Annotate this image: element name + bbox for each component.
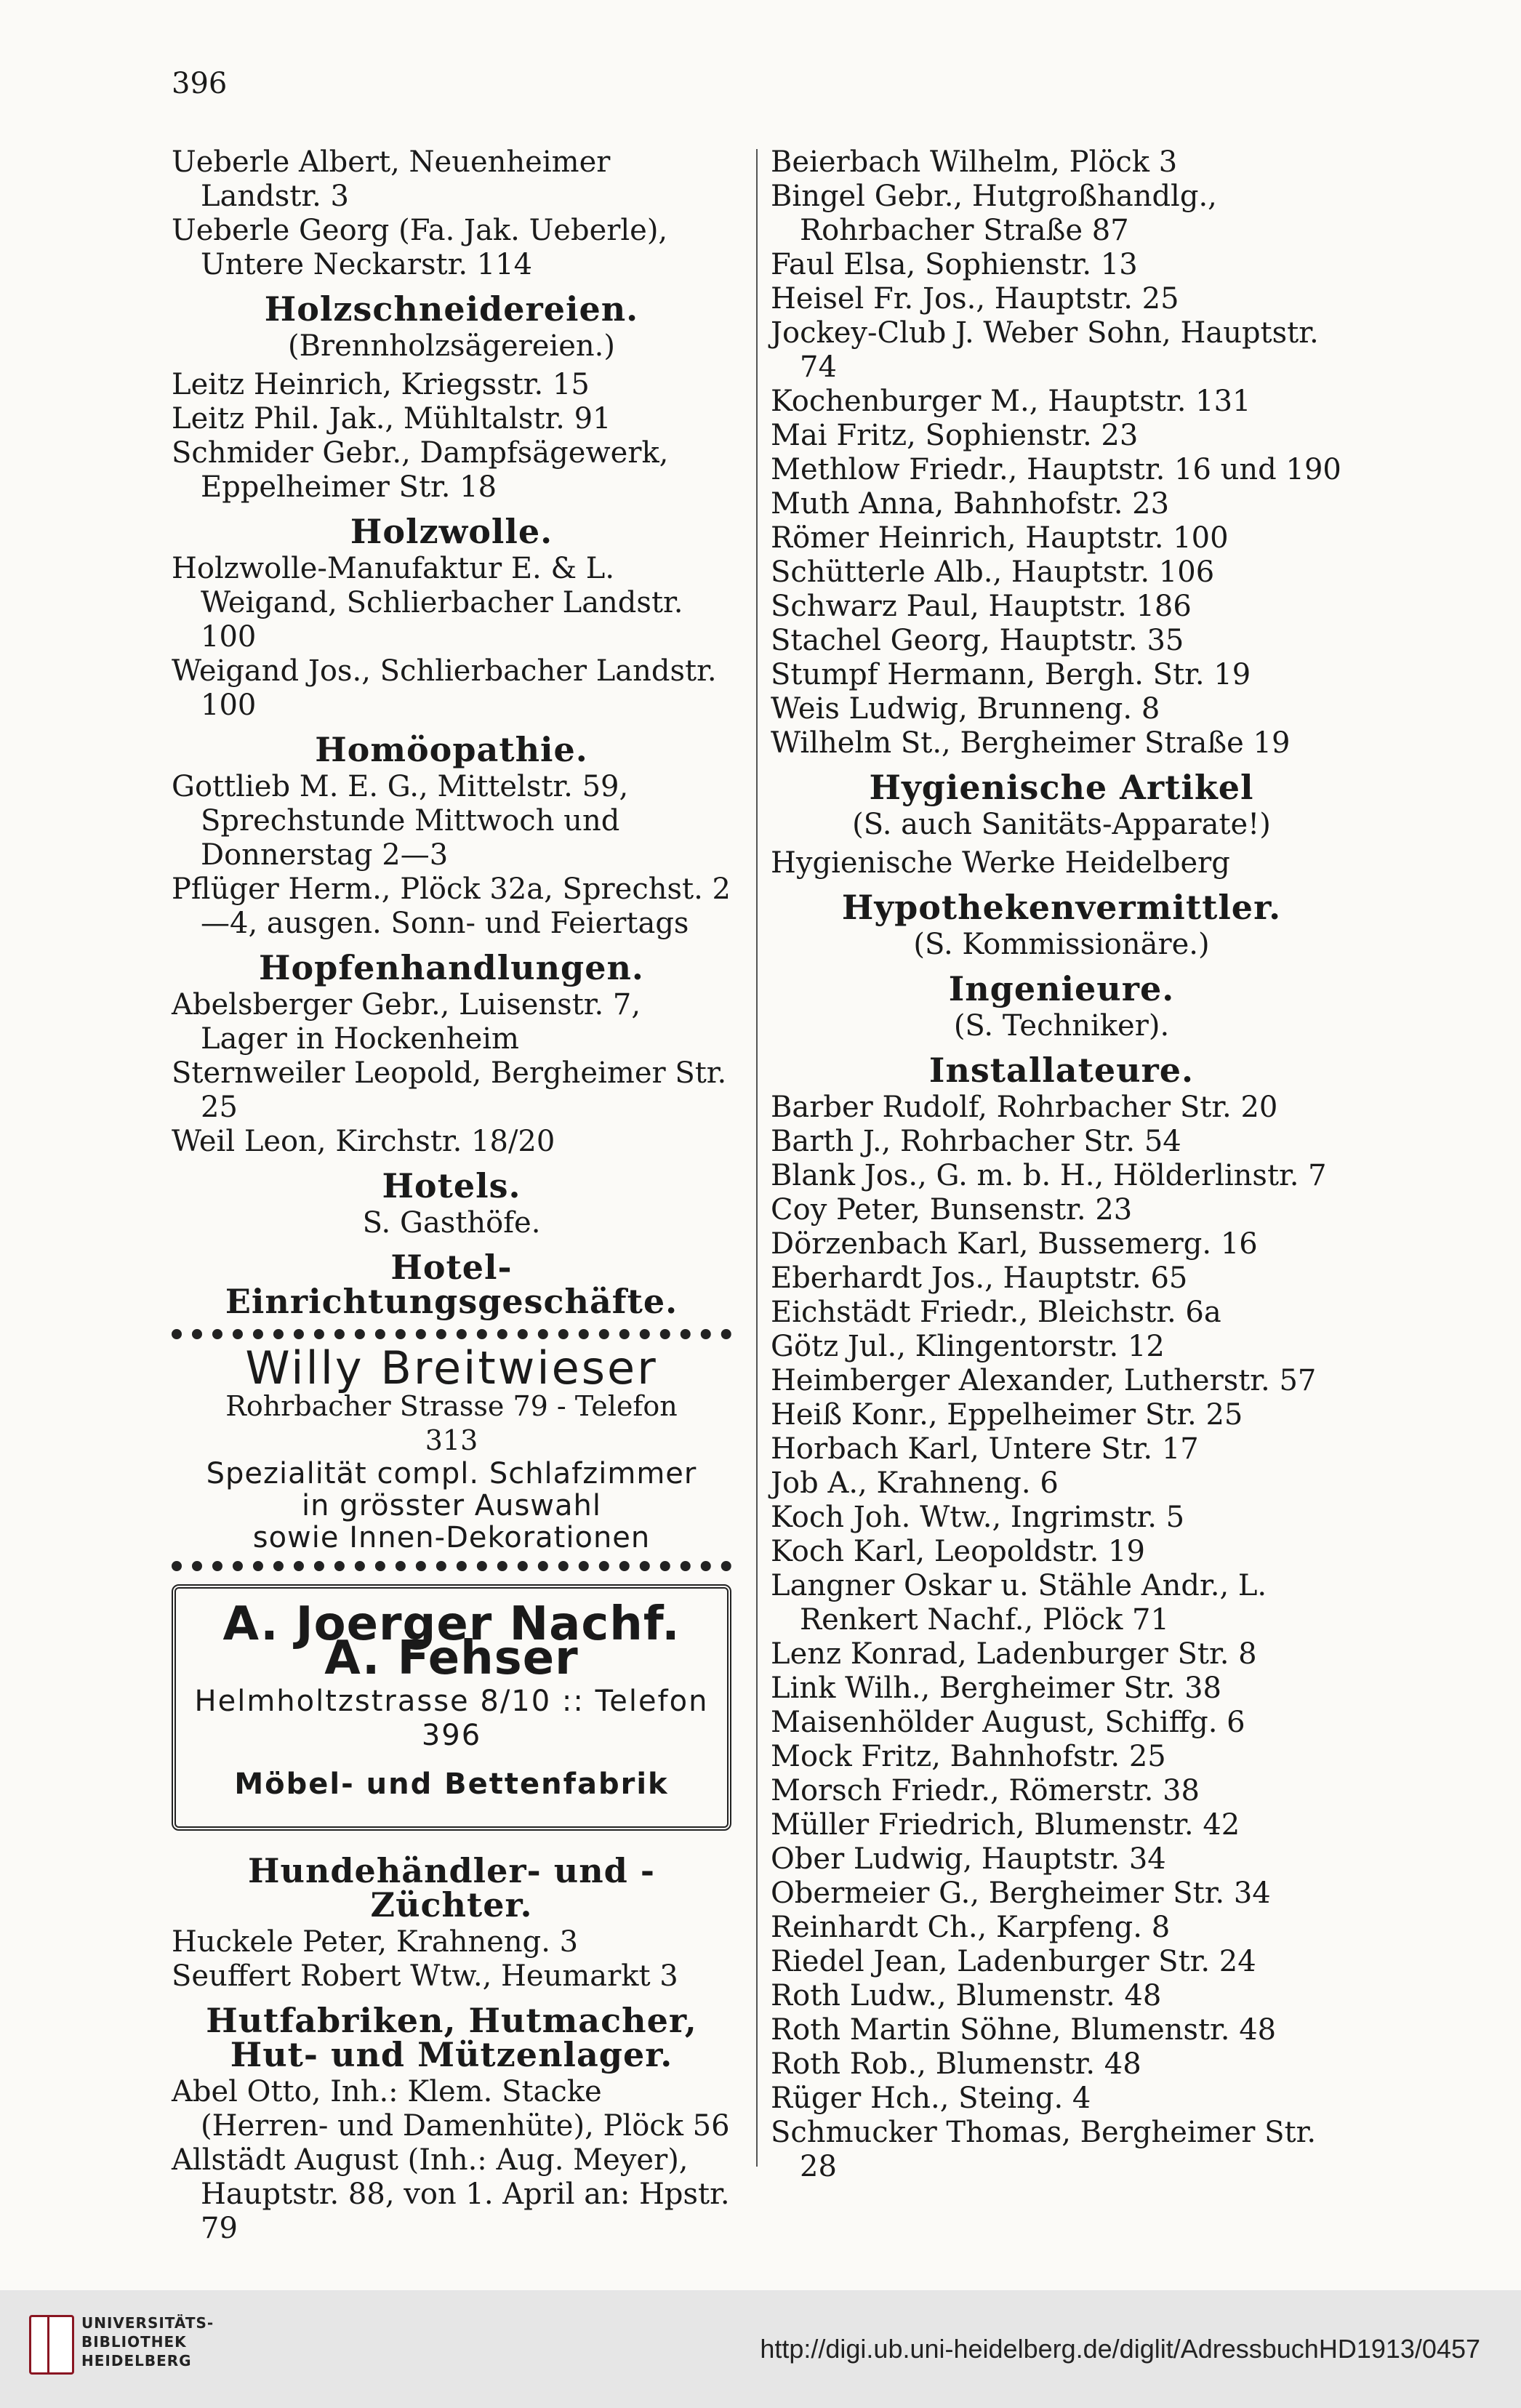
- list-item: Abel Otto, Inh.: Klem. Stacke (Herren- und Damenhüte), Plöck 56: [172, 2075, 730, 2143]
- list-item: Koch Joh. Wtw., Ingrimstr. 5: [771, 1501, 1185, 1534]
- list-item: Götz Jul., Klingentorstr. 12: [771, 1330, 1165, 1363]
- list-item: Morsch Friedr., Römerstr. 38: [771, 1774, 1200, 1807]
- list-item: Job A., Krahneng. 6: [771, 1466, 1059, 1500]
- ad-line: Möbel- und Bettenfabrik: [234, 1767, 669, 1801]
- ad-address: Rohrbacher Strasse 79 - Telefon 313: [225, 1390, 678, 1456]
- list-item: Roth Ludw., Blumenstr. 48: [771, 1979, 1162, 2012]
- list-item: Stumpf Hermann, Bergh. Str. 19: [771, 658, 1251, 691]
- left-column: [172, 145, 731, 2246]
- list-item: Beierbach Wilhelm, Plöck 3: [771, 145, 1178, 179]
- section-heading-holzwolle: Holzwolle.: [350, 512, 553, 551]
- list-item: Stachel Georg, Hauptstr. 35: [771, 624, 1184, 657]
- list-item: Leitz Phil. Jak., Mühltalstr. 91: [172, 402, 611, 436]
- section-heading-holzschneidereien: Holzschneidereien.: [264, 289, 639, 329]
- list-item: Ueberle Georg (Fa. Jak. Ueberle), Untere Neckarstr. 114: [172, 214, 668, 281]
- list-item: Koch Karl, Leopoldstr. 19: [771, 1535, 1145, 1568]
- ad-line: sowie Innen-Dekorationen: [252, 1521, 651, 1554]
- library-name-line: UNIVERSITÄTS-: [81, 2314, 214, 2332]
- list-item: Coy Peter, Bunsenstr. 23: [771, 1193, 1133, 1227]
- section-subtitle: (S. Techniker).: [953, 1009, 1170, 1043]
- section-heading-hundehaendler: Hundehändler- und -Züchter.: [248, 1851, 655, 1925]
- section-heading-hypothekenvermittler: Hypothekenvermittler.: [841, 888, 1282, 927]
- list-item: Eichstädt Friedr., Bleichstr. 6a: [771, 1296, 1221, 1329]
- list-item: Schmucker Thomas, Bergheimer Str. 28: [771, 2116, 1317, 2183]
- list-item: Maisenhölder August, Schiffg. 6: [771, 1706, 1245, 1739]
- section-heading-hygienische-artikel: Hygienische Artikel: [869, 768, 1254, 807]
- list-item: Weis Ludwig, Brunneng. 8: [771, 692, 1160, 726]
- list-item: Dörzenbach Karl, Bussemerg. 16: [771, 1227, 1258, 1261]
- list-item: Heisel Fr. Jos., Hauptstr. 25: [771, 282, 1179, 316]
- list-item: Pflüger Herm., Plöck 32a, Sprechst. 2—4, ausgen. Sonn- und Feiertags: [172, 872, 731, 940]
- list-item: Reinhardt Ch., Karpfeng. 8: [771, 1911, 1171, 1944]
- section-heading-hotels: Hotels.: [382, 1166, 521, 1205]
- right-column: [771, 145, 1352, 2184]
- column-divider: [756, 149, 758, 2167]
- list-item: Schmider Gebr., Dampfsägewerk, Eppelheimer Str. 18: [172, 436, 669, 504]
- section-heading-installateure: Installateure.: [928, 1051, 1195, 1090]
- ad-line: in grösster Auswahl: [302, 1489, 601, 1522]
- section-heading-homoeopathie: Homöopathie.: [315, 730, 588, 769]
- list-item: Muth Anna, Bahnhofstr. 23: [771, 487, 1170, 521]
- section-subtitle: (S. auch Sanitäts-Apparate!): [852, 808, 1271, 841]
- list-item: Link Wilh., Bergheimer Str. 38: [771, 1671, 1221, 1705]
- list-item: Riedel Jean, Ladenburger Str. 24: [771, 1945, 1256, 1978]
- list-item: Gottlieb M. E. G., Mittelstr. 59, Sprechstunde Mittwoch und Donnerstag 2—3: [172, 770, 629, 872]
- library-name: [81, 2313, 214, 2370]
- list-item: Roth Rob., Blumenstr. 48: [771, 2047, 1141, 2081]
- list-item: Holzwolle-Manufaktur E. & L. Weigand, Schlierbacher Landstr. 100: [172, 552, 683, 654]
- section-note: S. Gasthöfe.: [362, 1206, 541, 1240]
- section-subtitle: (Brennholzsägereien.): [287, 329, 616, 363]
- list-item: Ueberle Albert, Neuenheimer Landstr. 3: [172, 145, 611, 213]
- list-item: Barth J., Rohrbacher Str. 54: [771, 1125, 1181, 1158]
- ad-name: Willy Breitwieser: [245, 1341, 658, 1394]
- list-item: Roth Martin Söhne, Blumenstr. 48: [771, 2013, 1277, 2047]
- list-item: Langner Oskar u. Stähle Andr., L. Renkert Nachf., Plöck 71: [771, 1569, 1267, 1637]
- list-item: Mai Fritz, Sophienstr. 23: [771, 419, 1139, 452]
- list-item: Eberhardt Jos., Hauptstr. 65: [771, 1261, 1188, 1295]
- list-item: Leitz Heinrich, Kriegsstr. 15: [172, 368, 590, 401]
- list-item: Seuffert Robert Wtw., Heumarkt 3: [172, 1959, 678, 1993]
- advertisement-breitwieser: [172, 1329, 731, 1571]
- ad-address: Helmholtzstrasse 8/10 :: Telefon 396: [194, 1685, 709, 1752]
- list-item: Methlow Friedr., Hauptstr. 16 und 190: [771, 453, 1341, 486]
- list-item: Wilhelm St., Bergheimer Straße 19: [771, 726, 1291, 760]
- list-item: Schwarz Paul, Hauptstr. 186: [771, 590, 1192, 623]
- list-item: Horbach Karl, Untere Str. 17: [771, 1432, 1199, 1466]
- list-item: Lenz Konrad, Ladenburger Str. 8: [771, 1637, 1257, 1671]
- list-item: Jockey-Club J. Weber Sohn, Hauptstr. 74: [771, 316, 1319, 384]
- list-item: Barber Rudolf, Rohrbacher Str. 20: [771, 1091, 1278, 1124]
- library-name-line: BIBLIOTHEK: [81, 2333, 187, 2351]
- viewer-footer: [0, 2290, 1521, 2408]
- list-item: Rüger Hch., Steing. 4: [771, 2082, 1091, 2115]
- list-item: Huckele Peter, Krahneng. 3: [172, 1925, 579, 1959]
- list-item: Hygienische Werke Heidelberg: [771, 846, 1230, 880]
- advertisement-joerger: [172, 1584, 731, 1831]
- list-item: Heiß Konr., Eppelheimer Str. 25: [771, 1398, 1243, 1432]
- list-item: Mock Fritz, Bahnhofstr. 25: [771, 1740, 1166, 1773]
- list-item: Kochenburger M., Hauptstr. 131: [771, 385, 1251, 418]
- section-heading-hotel-einrichtung: Hotel-Einrichtungsgeschäfte.: [225, 1248, 678, 1321]
- list-item: Bingel Gebr., Hutgroßhandlg., Rohrbacher Straße 87: [771, 180, 1217, 247]
- section-heading-hopfenhandlungen: Hopfenhandlungen.: [259, 948, 644, 987]
- source-url-link[interactable]: http://digi.ub.uni-heidelberg.de/diglit/AdressbuchHD1913/0457: [760, 2334, 1480, 2364]
- list-item: Römer Heinrich, Hauptstr. 100: [771, 521, 1229, 555]
- section-subtitle: (S. Kommissionäre.): [913, 928, 1210, 961]
- list-item: Weigand Jos., Schlierbacher Landstr. 100: [172, 654, 717, 722]
- list-item: Sternweiler Leopold, Bergheimer Str. 25: [172, 1056, 727, 1124]
- section-heading-ingenieure: Ingenieure.: [948, 969, 1175, 1008]
- list-item: Heimberger Alexander, Lutherstr. 57: [771, 1364, 1317, 1397]
- list-item: Müller Friedrich, Blumenstr. 42: [771, 1808, 1240, 1842]
- list-item: Faul Elsa, Sophienstr. 13: [771, 248, 1138, 281]
- list-item: Weil Leon, Kirchstr. 18/20: [172, 1125, 555, 1158]
- list-item: Ober Ludwig, Hauptstr. 34: [771, 1842, 1166, 1876]
- list-item: Allstädt August (Inh.: Aug. Meyer), Hauptstr. 88, von 1. April an: Hpstr. 79: [172, 2143, 730, 2245]
- list-item: Obermeier G., Bergheimer Str. 34: [771, 1877, 1271, 1910]
- ad-name: A. Joerger Nachf. A. Fehser: [222, 1597, 681, 1685]
- ad-line: Spezialität compl. Schlafzimmer: [206, 1457, 697, 1490]
- library-name-line: HEIDELBERG: [81, 2352, 192, 2369]
- library-logo-icon: [29, 2315, 74, 2375]
- section-heading-hutfabriken: Hutfabriken, Hutmacher, Hut- und Mützenlager.: [206, 2001, 697, 2074]
- list-item: Abelsberger Gebr., Luisenstr. 7, Lager in Hockenheim: [172, 988, 641, 1056]
- page-number: 396: [172, 67, 228, 100]
- list-item: Schütterle Alb., Hauptstr. 106: [771, 555, 1215, 589]
- list-item: Blank Jos., G. m. b. H., Hölderlinstr. 7: [771, 1159, 1327, 1192]
